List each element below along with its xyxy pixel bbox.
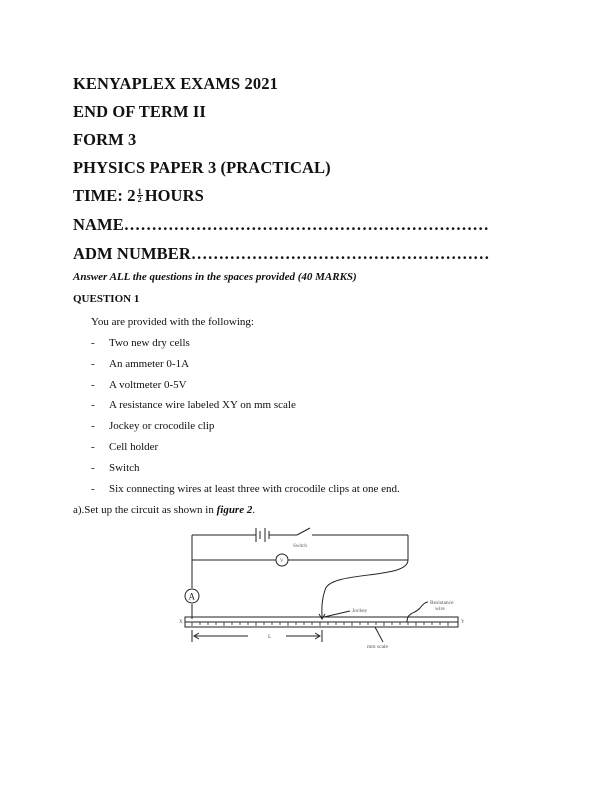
switch-label: Switch <box>293 544 307 549</box>
figure-reference: figure 2 <box>216 504 253 516</box>
ammeter-symbol: A <box>188 591 195 602</box>
item-text: A voltmeter 0-5V <box>109 379 187 391</box>
length-label: L <box>268 634 272 640</box>
resistance-wire-label-2: wire <box>435 606 445 612</box>
item-text: An ammeter 0-1A <box>109 358 190 370</box>
bullet: - <box>91 379 95 391</box>
item-text: Jockey or crocodile clip <box>109 420 215 432</box>
time-unit: HOURS <box>144 186 204 205</box>
term-title: END OF TERM II <box>73 102 206 121</box>
fraction-denominator: 2 <box>137 194 142 204</box>
voltmeter-symbol: V <box>280 559 284 564</box>
bullet: - <box>91 441 95 453</box>
time-label: TIME: 2 <box>73 186 136 205</box>
item-text: A resistance wire labeled XY on mm scale <box>109 399 296 411</box>
bullet: - <box>91 420 95 432</box>
item-text: Six connecting wires at least three with crocodile clips at one end. <box>109 483 400 495</box>
end-x-label: X <box>179 620 183 625</box>
list-item <box>91 420 214 432</box>
part-a-instruction <box>73 504 255 516</box>
item-text: Switch <box>109 462 140 474</box>
list-item <box>91 358 189 370</box>
item-text: Cell holder <box>109 441 159 453</box>
mm-scale-ticks <box>192 622 448 626</box>
list-item <box>91 399 296 411</box>
bullet: - <box>91 337 95 349</box>
question-title: QUESTION 1 <box>73 293 140 305</box>
part-a-text: a).Set up the circuit as shown in <box>73 504 217 516</box>
jockey-label: Jockey <box>352 608 368 614</box>
name-field[interactable]: NAME………………………………………………………… <box>73 215 490 234</box>
circuit-diagram <box>170 520 480 660</box>
time-fraction <box>137 188 143 203</box>
list-item <box>91 379 187 391</box>
form-title: FORM 3 <box>73 130 137 149</box>
bullet: - <box>91 483 95 495</box>
item-text: Two new dry cells <box>109 337 190 349</box>
bullet: - <box>91 462 95 474</box>
question-intro: You are provided with the following: <box>91 316 254 328</box>
end-y-label: Y <box>461 620 465 625</box>
bullet: - <box>91 399 95 411</box>
list-item <box>91 483 400 495</box>
adm-number-field[interactable]: ADM NUMBER……………………………………………… <box>73 244 490 263</box>
resistance-wire-label: Resistance <box>430 600 454 606</box>
exam-series-title: KENYAPLEX EXAMS 2021 <box>73 74 278 93</box>
time-allowed <box>73 186 204 206</box>
list-item <box>91 337 190 349</box>
list-item <box>91 441 158 453</box>
switch-icon <box>297 528 310 535</box>
instructions: Answer ALL the questions in the spaces provided (40 MARKS) <box>73 271 357 283</box>
paper-title: PHYSICS PAPER 3 (PRACTICAL) <box>73 158 331 177</box>
fraction-numerator: 1 <box>137 186 142 196</box>
mm-scale-label: mm scale <box>367 644 388 650</box>
part-a-suffix: . <box>252 504 256 516</box>
bullet: - <box>91 358 95 370</box>
list-item <box>91 462 140 474</box>
